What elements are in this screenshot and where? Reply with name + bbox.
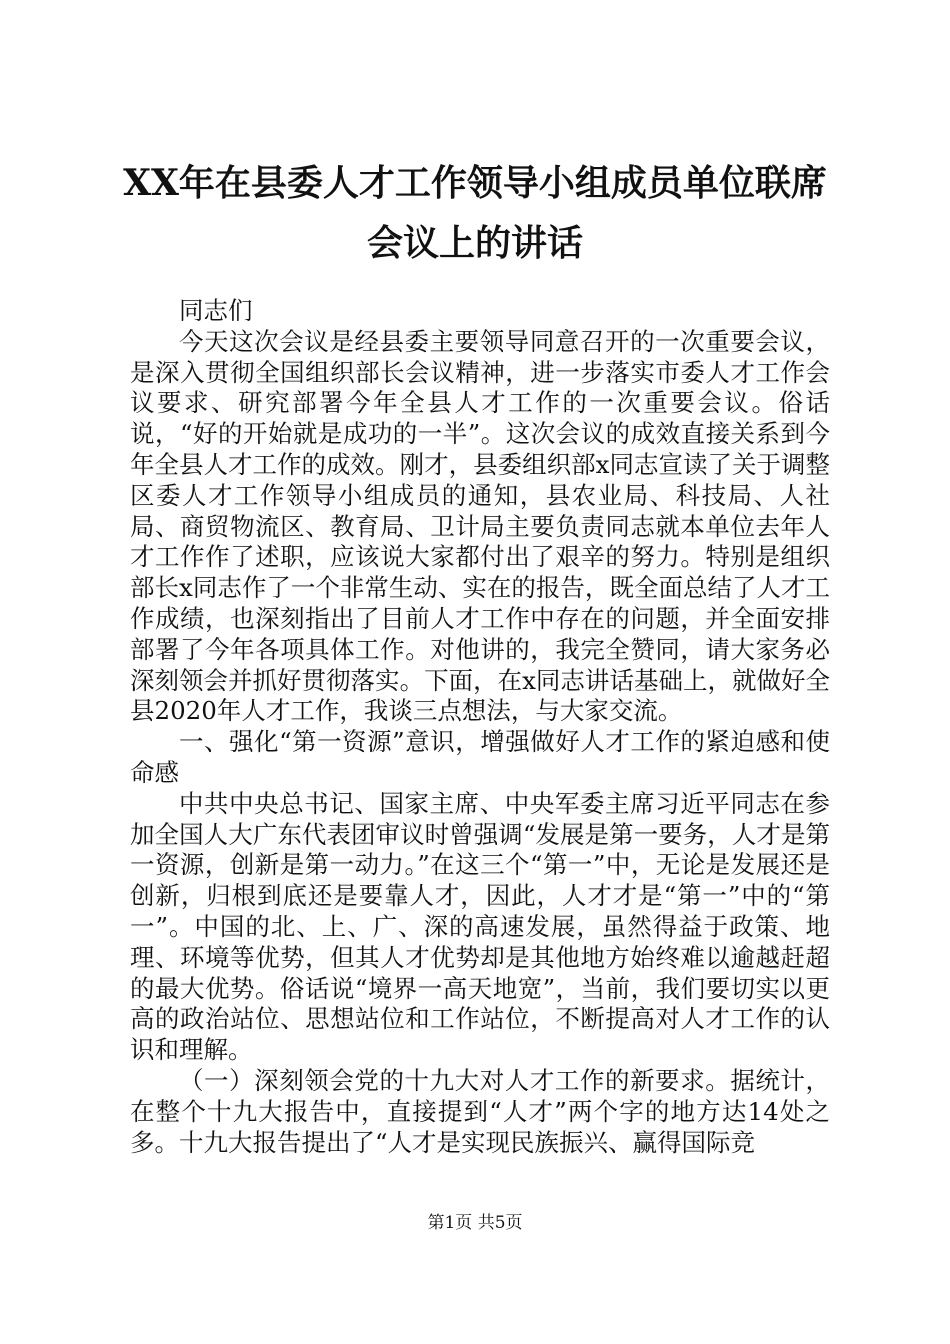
document-title-line-1: XX年在县委人才工作领导小组成员单位联席 [123,162,827,204]
document-title-line-2: 会议上的讲话 [366,222,583,264]
section-heading: 一、强化“第一资源”意识，增强做好人才工作的紧迫感和使命感 [130,727,830,787]
document-body [130,296,830,1158]
page-footer: 第1页 共5页 [427,1213,523,1233]
paragraph: 今天这次会议是经县委主要领导同意召开的一次重要会议，是深入贯彻全国组织部长会议精神，进一步落实市委人才工作会议要求、研究部署今年全县人才工作的一次重要会议。俗话说，“好的开始就是成功的一半”。这次会议的成效直接关系到今年全县人才工作的成效。刚才，县委组织部x同志宣读了关于调整区委人才工作领导小组成员的通知，县农业局、科技局、人社局、商贸物流区、教育局、卫计局主要负责同志就本单位去年人才工作作了述职，应该说大家都付出了艰辛的努力。特别是组织部长x同志作了一个非常生动、实在的报告，既全面总结了人才工作成绩，也深刻指出了目前人才工作中存在的问题，并全面安排部署了今年各项具体工作。对他讲的，我完全赞同，请大家务必深刻领会并抓好贯彻落实。下面，在x同志讲话基础上，就做好全县2020年人才工作，我谈三点想法，与大家交流。 [130,326,830,726]
paragraph: （一）深刻领会党的十九大对人才工作的新要求。据统计，在整个十九大报告中，直接提到“人才”两个字的地方达14处之多。十九大报告提出了“人才是实现民族振兴、赢得国际竞 [130,1065,830,1157]
salutation: 同志们 [179,296,253,325]
paragraph: 中共中央总书记、国家主席、中央军委主席习近平同志在参加全国人大广东代表团审议时曾强调“发展是第一要务，人才是第一资源，创新是第一动力。”在这三个“第一”中，无论是发展还是创新，归根到底还是要靠人才，因此，人才才是“第一”中的“第一”。中国的北、上、广、深的高速发展，虽然得益于政策、地理、环境等优势，但其人才优势却是其他地方始终难以逾越赶超的最大优势。俗话说“境界一高天地宽”，当前，我们要切实以更高的政治站位、思想站位和工作站位，不断提高对人才工作的认识和理解。 [130,788,830,1065]
